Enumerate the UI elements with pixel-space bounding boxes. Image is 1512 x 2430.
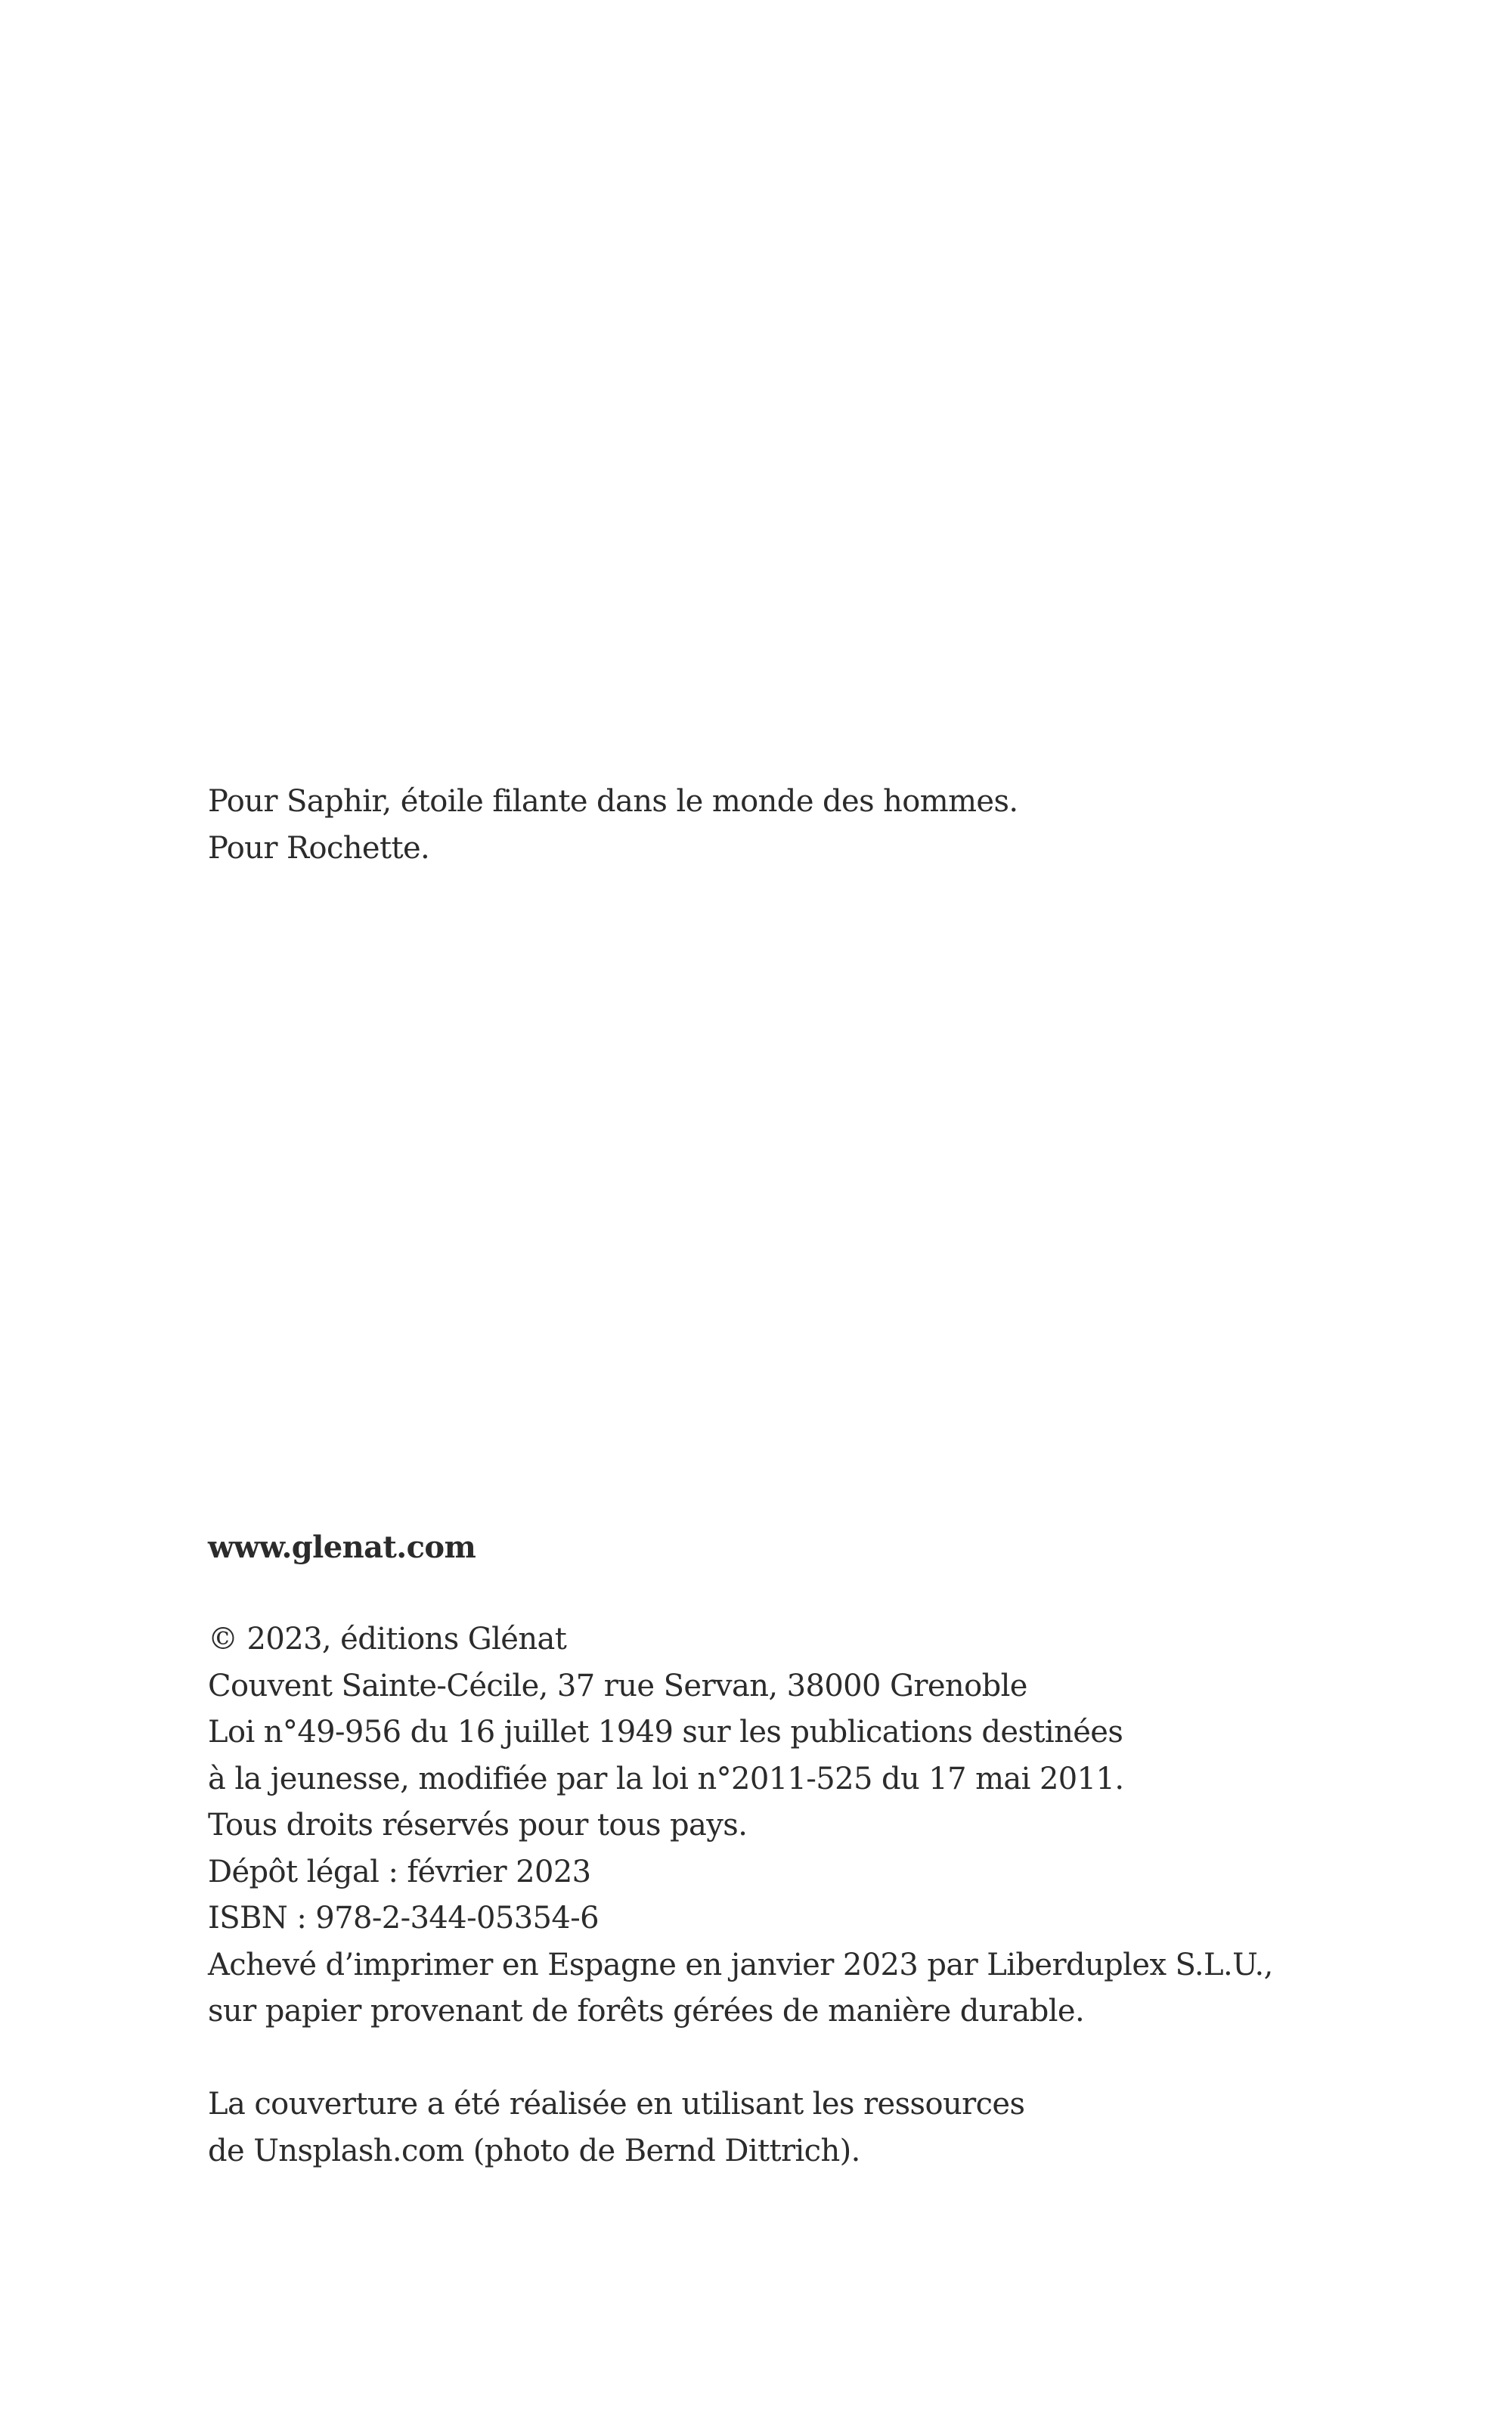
dedication-line: Pour Saphir, étoile filante dans le monde des hommes. (208, 784, 1018, 819)
cover-credit-line: La couverture a été réalisée en utilisant les ressources (208, 2087, 1025, 2122)
publisher-address: Couvent Sainte-Cécile, 37 rue Servan, 38000 Grenoble (208, 1668, 1027, 1703)
publisher-website (208, 1524, 476, 1571)
cover-credits (208, 2081, 1024, 2174)
dedication-line: Pour Rochette. (208, 830, 430, 866)
publisher-website-link[interactable]: www.glenat.com (208, 1530, 476, 1565)
rights-reserved: Tous droits réservés pour tous pays. (208, 1808, 748, 1843)
isbn: ISBN : 978-2-344-05354-6 (208, 1901, 600, 1936)
printing-notice: sur papier provenant de forêts gérées de manière durable. (208, 1994, 1085, 2029)
law-notice-line: à la jeunesse, modifiée par la loi n°2011-525 du 17 mai 2011. (208, 1761, 1124, 1796)
copyright-line: © 2023, éditions Glénat (208, 1622, 567, 1657)
law-notice-line: Loi n°49-956 du 16 juillet 1949 sur les publications destinées (208, 1715, 1123, 1750)
dedication (208, 779, 1018, 872)
legal-imprint (208, 1616, 1273, 2035)
legal-deposit: Dépôt légal : février 2023 (208, 1854, 591, 1889)
cover-credit-line: de Unsplash.com (photo de Bernd Dittrich). (208, 2133, 860, 2168)
printing-notice: Achevé d’imprimer en Espagne en janvier 2023 par Liberduplex S.L.U., (208, 1947, 1273, 1982)
